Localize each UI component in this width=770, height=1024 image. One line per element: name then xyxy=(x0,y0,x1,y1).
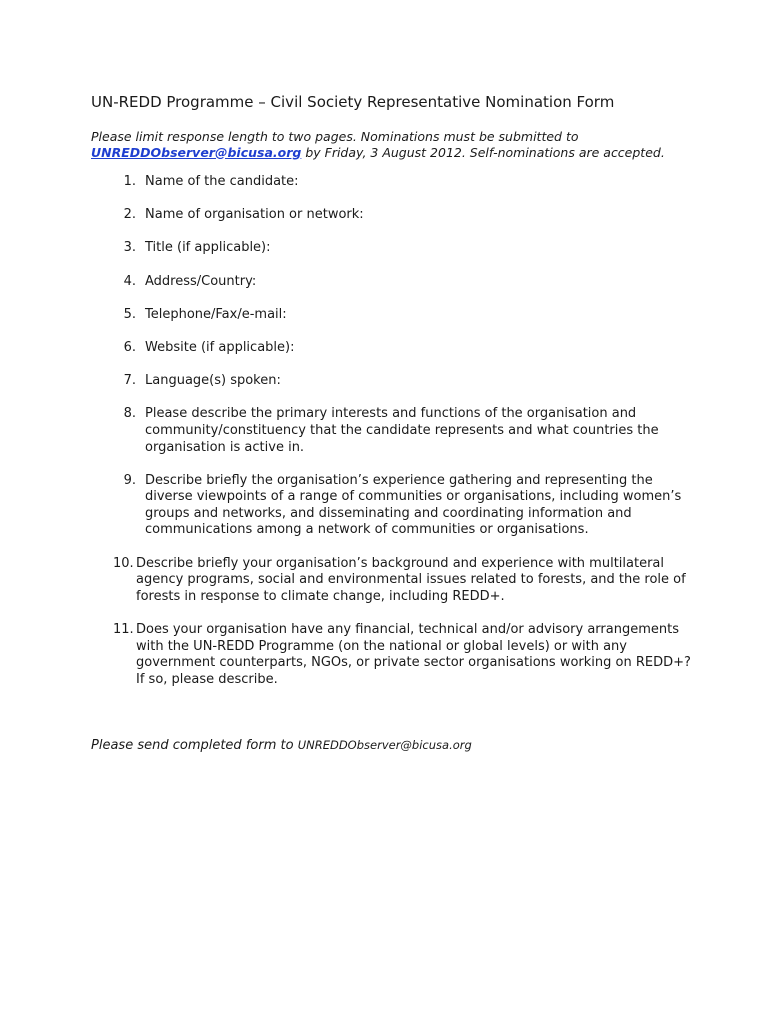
list-item xyxy=(91,207,701,224)
list-item xyxy=(91,622,701,688)
item-number: 3. xyxy=(123,240,136,256)
item-number: 8. xyxy=(123,406,136,422)
item-text: Address/Country: xyxy=(145,273,257,289)
list-item xyxy=(91,240,701,257)
list-item xyxy=(91,373,701,390)
item-number: 7. xyxy=(123,373,136,389)
item-text: Describe briefly the organisation’s experience gathering and representing the diverse viewpoints of a range of communities or organisations, including women’s groups and networks, and disseminating and coordinating information and communications among a network of communities or organisations. xyxy=(145,472,682,538)
closing-email: UNREDDObserver@bicusa.org xyxy=(297,738,472,752)
item-text: Name of the candidate: xyxy=(145,174,299,189)
submission-email-link[interactable]: UNREDDObserver@bicusa.org xyxy=(91,144,302,160)
item-number: 4. xyxy=(123,273,136,289)
item-text: Please describe the primary interests and functions of the organisation and community/constituency that the candidate represents and what countries the organisation is active in. xyxy=(145,406,659,455)
item-text: Name of organisation or network: xyxy=(145,207,364,223)
closing-text: Please send completed form to xyxy=(91,738,298,753)
intro-paragraph xyxy=(91,129,711,160)
item-text: Describe briefly your organisation’s background and experience with multilateral agency programs, social and environmental issues related to forests, and the role of forests in response to climate change, including REDD+. xyxy=(136,555,686,604)
list-item xyxy=(91,556,701,606)
item-text: Title (if applicable): xyxy=(145,240,271,256)
list-item xyxy=(91,307,701,324)
item-number: 1. xyxy=(123,174,136,189)
list-item xyxy=(91,174,701,191)
item-number: 11. xyxy=(113,622,134,638)
list-item xyxy=(91,473,701,539)
item-text: Language(s) spoken: xyxy=(145,373,281,389)
item-text: Website (if applicable): xyxy=(145,339,295,355)
item-text: Telephone/Fax/e-mail: xyxy=(145,306,287,322)
list-item xyxy=(91,406,701,456)
item-number: 5. xyxy=(123,306,136,322)
item-number: 2. xyxy=(123,207,136,223)
item-number: 9. xyxy=(123,472,136,488)
intro-line-1: Please limit response length to two pages. Nominations must be submitted to xyxy=(91,129,579,144)
closing-line xyxy=(91,736,472,755)
item-text: Does your organisation have any financial, technical and/or advisory arrangements with the UN-REDD Programme (on the national or global levels) or with any government counterparts, NGOs, or private sector organisations working on REDD+? If so, please describe. xyxy=(136,622,691,687)
item-number: 6. xyxy=(123,339,136,355)
list-item xyxy=(91,274,701,291)
list-item xyxy=(91,340,701,357)
page-title: UN-REDD Programme – Civil Society Representative Nomination Form xyxy=(91,93,615,111)
question-list xyxy=(91,174,701,705)
item-number: 10. xyxy=(113,555,134,571)
intro-line-2: by Friday, 3 August 2012. Self-nominations are accepted. xyxy=(301,144,665,160)
